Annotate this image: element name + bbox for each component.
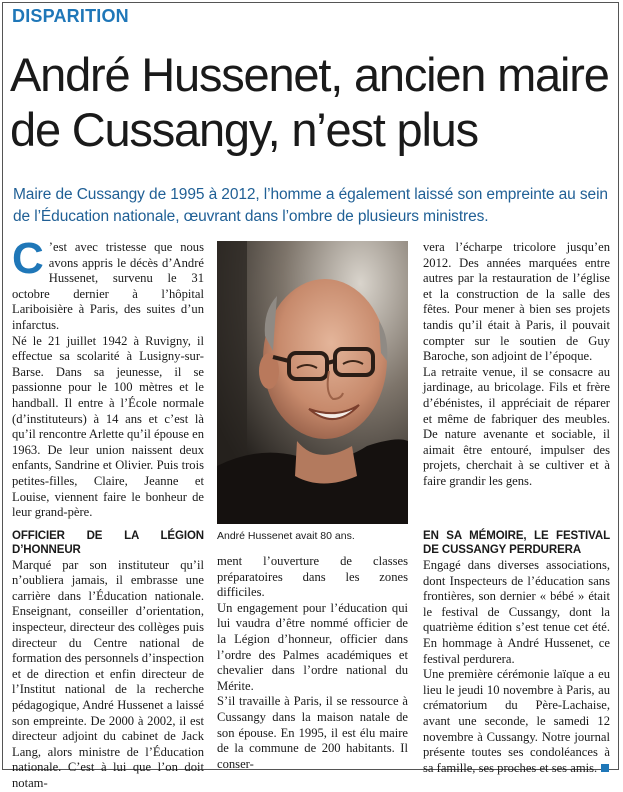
article-column-1: [12, 234, 205, 792]
paragraph-biography: Né le 21 juillet 1942 à Ruvigny, il effectue sa scolarité à Lusigny-sur-Barse. Dans sa jeunesse, il se passionne pour le 100 mètres et le handball. Il entre à l’École normale (d’instituteurs) à 14 ans et c’est là qu’il rencontre Arlette qu’il épouse en 1963. De leur union naissent deux enfants, Sandrine et Olivier. Puis trois petites-filles, Claire, Jeanne et Louise, viennent faire le bonheur de leur grand-père.: [12, 333, 204, 520]
paragraph-festival: Engagé dans diverses associations, dont Inspecteurs de l’éducation sans frontières, son dernier « bébé » était le festival de Cussangy, dont la quatrième édition s’est tenue cet été. En hommage à André Hussenet, ce festival perdurera.: [423, 558, 610, 666]
lead-text: ’est avec tristesse que nous avons appris le décès d’André Hussenet, survenu le 31 octobre dernier à l’hôpital Lariboisière à Paris, des suites d’un infarctus.: [12, 240, 204, 332]
paragraph-mayor: S’il travaille à Paris, il se ressource à Cussangy dans la maison natale de son épouse. En 1995, il est élu maire de la commune de 200 habitants. Il conser-: [217, 694, 408, 771]
article-column-3: [423, 240, 610, 490]
dropcap: C: [12, 234, 44, 283]
subhead-festival: EN SA MÉMOIRE, LE FESTIVAL DE CUSSANGY PERDURERA: [423, 530, 610, 556]
article-column-2: [217, 554, 408, 772]
photo-caption: André Hussenet avait 80 ans.: [217, 530, 355, 542]
subhead-legion-honneur: OFFICIER DE LA LÉGION D’HONNEUR: [12, 529, 204, 556]
article-column-3-bottom: [423, 529, 610, 776]
ceremony-text: Une première cérémonie laïque a eu lieu le jeudi 10 novembre à Paris, au crématorium du Père-Lachaise, avant une seconde, le samedi 12 novembre à Cussangy. Notre journal présente toutes ses condoléances à sa famille, ses proches et ses amis.: [423, 667, 610, 775]
paragraph-career: Marqué par son instituteur qu’il n’oubliera jamais, il embrasse une carrière dans l’Éducation nationale. Enseignant, conseiller d’orientation, inspecteur, directeur des collèges puis directeur du Centre national de formation des personnels d’inspection et de direction et enfin directeur de l’Institut national de la recherche pédagogique, André Hussenet a laissé son empreinte. De 2000 à 2002, il est directeur adjoint du cabinet de Jack Lang, alors ministre de l’Éducation nationale. C’est à lui que l’on doit notam-: [12, 557, 205, 790]
paragraph-retirement: La retraite venue, il se consacre au jardinage, au bricolage. Fils et frère d’ébénistes, il appréciait de réparer et même de fabriquer des meubles. De nature avenante et sociable, il aimait être entouré, impulser des projets, cherchait à se cultiver et à faire grandir les gens.: [423, 364, 610, 488]
section-rubric: DISPARITION: [12, 6, 129, 26]
standfirst: Maire de Cussangy de 1995 à 2012, l’homme a également laissé son empreinte au sein de l’Éducation nationale, œuvrant dans l’ombre de plusieurs ministres.: [13, 186, 608, 225]
paragraph-mandate: vera l’écharpe tricolore jusqu’en 2012. Des années marquées entre autres par la restauration de l’église et la construction de la salle des fêtes. Pour mener à bien ses projets tandis qu’il était à Paris, il pouvait compter sur le soutien de Guy Baroche, son adjoint de l’époque.: [423, 240, 610, 364]
portrait-photo: [217, 241, 408, 524]
lead-paragraph: [12, 234, 204, 334]
paragraph-honours: Un engagement pour l’éducation qui lui vaudra d’être nommé officier de la Légion d’honneur, officier dans l’ordre des Palmes académiques et chevalier dans l’ordre national du Mérite.: [217, 600, 408, 693]
paragraph-ceremony: [423, 667, 610, 776]
end-of-article-mark: [601, 764, 609, 772]
portrait-illustration: [217, 241, 408, 524]
paragraph-classes: ment l’ouverture de classes préparatoires dans les zones difficiles.: [217, 554, 408, 600]
headline: André Hussenet, ancien maire de Cussangy, n’est plus: [10, 48, 609, 156]
